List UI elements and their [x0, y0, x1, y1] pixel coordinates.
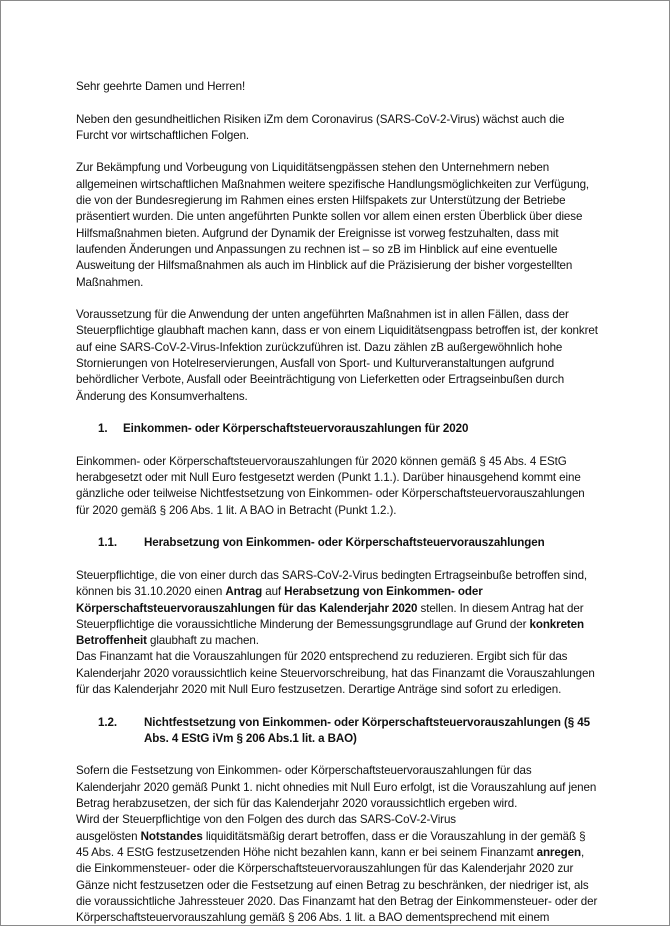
prerequisites-paragraph: Voraussetzung für die Anwendung der unten angeführten Maßnahmen ist in allen Fällen, dass der Steuerpflichtige glaubhaft machen kann, dass er von einem Liquiditätsengpass betroffen ist, der konkret auf eine SARS-CoV-2-Virus-Infektion zurückzuführen ist. Dazu zählen zB außergewöhnlich hohe Stornierungen von Hotelreservierungen, Ausfall von Sport- und Kulturveranstaltungen aufgrund behördlicher Verbote, Ausfall oder Beeinträchtigung von Lieferketten oder Ertragseinbußen durch Änderung des Konsumverhaltens.	[76, 308, 598, 403]
section-1-1-heading	[76, 535, 598, 551]
section-1-2-title: Nichtfestsetzung von Einkommen- oder Körperschaftsteuervorauszahlungen (§ 45 Abs. 4 EStG iVm § 206 Abs.1 lit. a BAO)	[144, 715, 590, 745]
section-1-title: Einkommen- oder Körperschaftsteuervorauszahlungen für 2020	[123, 422, 469, 436]
document-body	[76, 79, 598, 926]
text-run: liquiditätsmäßig derart betroffen, dass er die Vorauszahlung in der gemäß § 45 Abs. 4 EStG festzusetzenden Höhe nicht bezahlen kann, kann er bei seinem Finanzamt	[76, 829, 586, 859]
section-1-2-paragraph: Sofern die Festsetzung von Einkommen- oder Körperschaftsteuervorauszahlungen für das Kalenderjahr 2020 gemäß Punkt 1. nicht ohnedies mit Null Euro erfolgt, ist die Vorauszahlung auf jenen Betrag herabzusetzen, der sich für das Kalenderjahr 2020 voraussichtlich ergeben wird.	[76, 764, 597, 811]
salutation: Sehr geehrte Damen und Herren!	[76, 80, 246, 93]
section-1-2-heading	[76, 715, 598, 748]
section-1-2-number: 1.2.	[98, 715, 117, 729]
intro-paragraph: Neben den gesundheitlichen Risiken iZm dem Coronavirus (SARS-CoV-2-Virus) wächst auch die Furcht vor wirtschaftlichen Folgen.	[76, 112, 565, 142]
section-1-2-paragraph-2-line: Wird der Steuerpflichtige von den Folgen des durch das SARS-CoV-2-Virus	[76, 813, 456, 827]
text-run: , die Einkommensteuer- oder die Körperschaftsteuervorauszahlungen für das Kalenderjahr 2020 zur Gänze nicht festzusetzen oder die Festsetzung auf einen Betrag zu beschränken, der niedriger ist, als die voraussichtliche Jahressteuer 2020. Das Finanzamt hat den Betrag der Einkommensteuer- oder der Körperschaftsteuervorauszahlung gemäß § 206 Abs. 1 lit. a BAO dementsprechend mit einem	[76, 845, 598, 925]
section-1-heading	[76, 421, 598, 437]
section-1-number: 1.	[98, 422, 108, 436]
section-1-1-paragraph	[76, 568, 598, 649]
section-1-1-paragraph-2: Das Finanzamt hat die Vorauszahlungen für 2020 entsprechend zu reduzieren. Ergibt sich für das Kalenderjahr 2020 voraussichtlich keine Steuervorschreibung, hat das Finanzamt die Vorauszahlungen für das Kalenderjahr 2020 mit Null Euro festzusetzen. Derartige Anträge sind sofort zu erledigen.	[76, 650, 595, 696]
bold-run: Notstandes	[140, 829, 203, 843]
text-run: Steuerpflichtige, die von einer durch das SARS-CoV-2-Virus bedingten Ertragseinbuße betroffen sind, können bis 31.10.2020 einen	[76, 568, 588, 599]
bold-run: konkreten Betroffenheit	[76, 617, 585, 648]
bold-run: Herabsetzung von Einkommen- oder Körperschaftsteuervorauszahlungen für das Kalenderjahr 2020	[76, 585, 483, 615]
section-1-2-paragraph-2	[76, 829, 598, 926]
text-run: glaubhaft zu machen.	[146, 634, 259, 648]
section-1-paragraph: Einkommen- oder Körperschaftsteuervorauszahlungen für 2020 können gemäß § 45 Abs. 4 EStG herabgesetzt oder mit Null Euro festgesetzt werden (Punkt 1.1.). Darüber hinausgehend kommt eine gänzliche oder teilweise Nichtfestsetzung von Einkommen- oder Körperschaftsteuervorauszahlungen für 2020 gemäß § 206 Abs. 1 lit. A BAO in Betracht (Punkt 1.2.).	[76, 454, 585, 517]
bold-run: Antrag	[225, 585, 263, 599]
bold-run: anregen	[536, 845, 581, 859]
text-run: auf	[262, 585, 285, 599]
text-run: ausgelösten	[76, 829, 141, 843]
measures-overview-paragraph: Zur Bekämpfung und Vorbeugung von Liquiditätsengpässen stehen den Unternehmern neben allgemeinen wirtschaftlichen Maßnahmen weitere spezifische Handlungsmöglichkeiten zur Verfügung, die von der Bundesregierung im Rahmen eines ersten Hilfspakets zur Unterstützung der Betriebe präsentiert wurden. Die unten angeführten Punkte sollen vor allem einen ersten Überblick über diese Hilfsmaßnahmen bieten. Aufgrund der Dynamik der Ereignisse ist vorweg festzuhalten, dass mit laufenden Änderungen und Anpassungen zu rechnen ist – so zB im Hinblick auf eine eventuelle Ausweitung der Hilfsmaßnahmen als auch im Hinblick auf die Präzisierung der bisher vorgestellten Maßnahmen.	[76, 161, 590, 289]
section-1-1-number: 1.1.	[98, 536, 117, 550]
section-1-1-title: Herabsetzung von Einkommen- oder Körperschaftsteuervorauszahlungen	[144, 536, 545, 550]
text-run: stellen. In diesem Antrag hat der Steuerpflichtige die voraussichtliche Minderung der Bemessungsgrundlage auf Grund der	[76, 601, 584, 631]
